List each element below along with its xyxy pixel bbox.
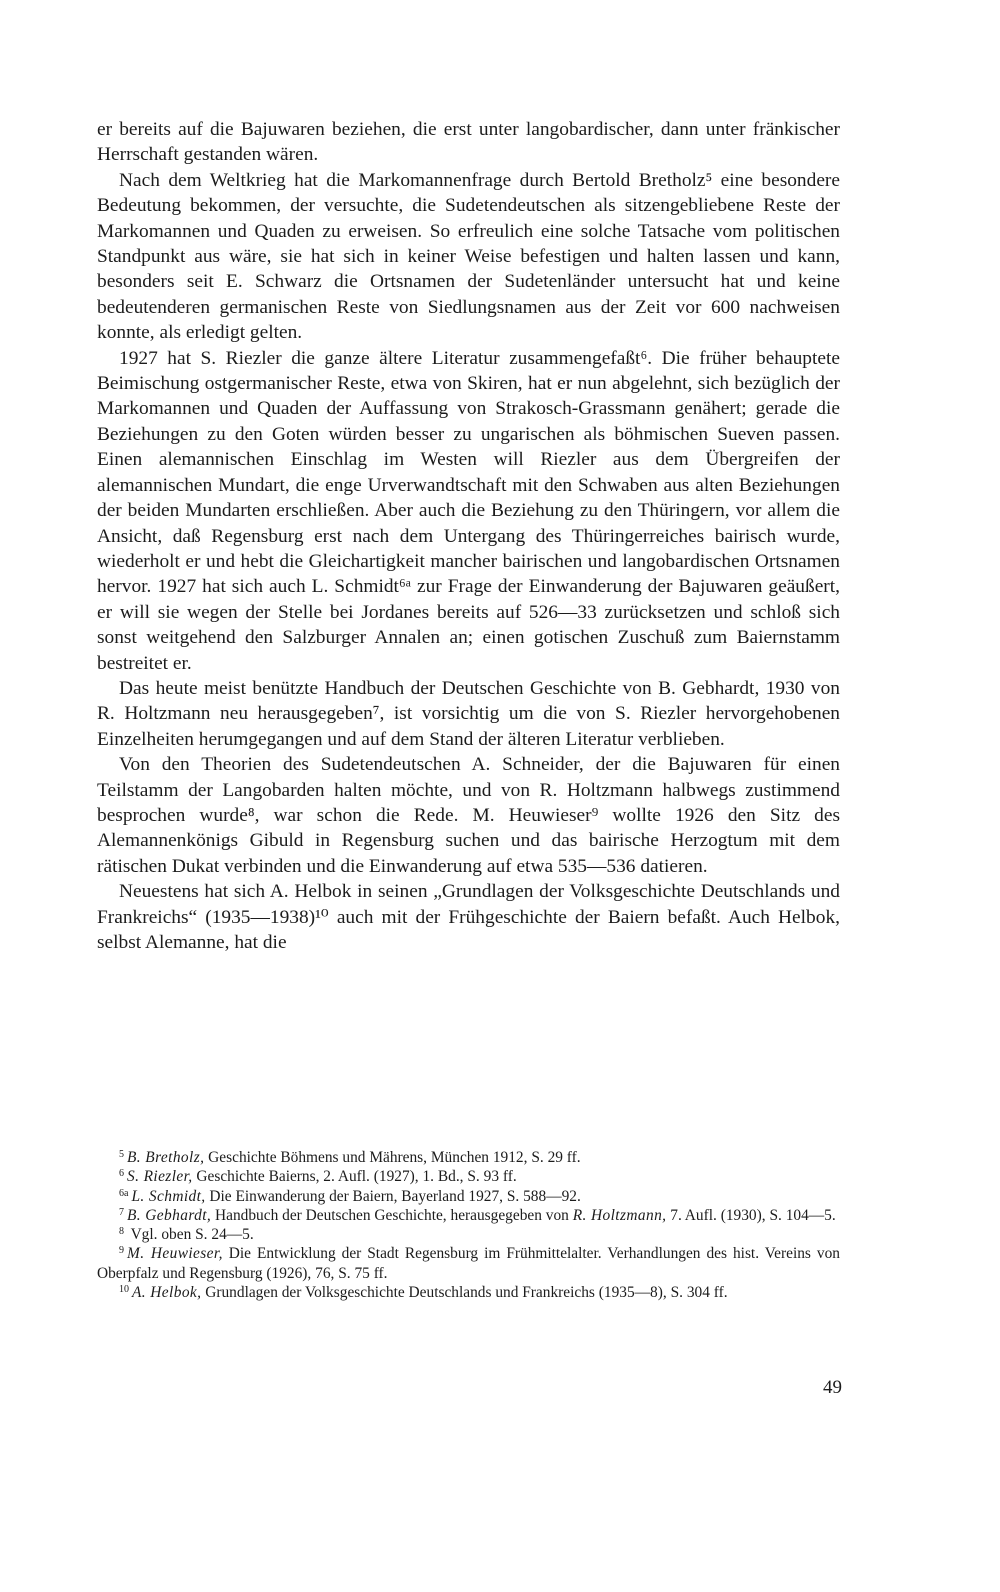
paragraph: er bereits auf die Bajuwaren beziehen, die erst unter langobardischer, dann unter fränkischer Herrschaft gestanden wären. xyxy=(97,119,840,166)
paragraph: 1927 hat S. Riezler die ganze ältere Literatur zusammengefaßt⁶. Die früher behauptete Beimischung ostgermanischer Reste, etwa von Skiren, hat er nun abgelehnt, sich bezüglich der Markomannen und Quaden der Auffassung von Strakosch-Grassmann genähert; gerade die Beziehungen zu den Goten würden besser zu ungarischen als böhmischen Sueven passen. Einen alemannischen Einschlag im Westen will Riezler aus dem Übergreifen der alemannischen Mundart, die enge Urverwandtschaft mit den Schwaben aus alten Beziehungen der beiden Mundarten erschließen. Aber auch die Beziehung zu den Thüringern, vor allem die Ansicht, daß Regensburg erst nach dem Untergang des Thüringerreiches bairisch wurde, wiederholt er und hebt die Gleichartigkeit mancher bairischen und langobardischen Ortsnamen hervor. 1927 hat sich auch L. Schmidt⁶ᵃ zur Frage der Einwanderung der Bajuwaren geäußert, er will sie wegen der Stelle bei Jordanes bereits auf 526—33 zurücksetzen und schloß sich sonst weitgehend den Salzburger Annalen an; einen gotischen Zuschuß zum Baiernstamm bestreitet er. xyxy=(97,347,840,674)
paragraph: Das heute meist benützte Handbuch der Deutschen Geschichte von B. Gebhardt, 1930 von R. Holtzmann neu herausgegeben⁷, ist vorsichtig um die von S. Riezler hervorgehobenen Einzelheiten herumgegangen und auf dem Stand der älteren Literatur verblieben. xyxy=(97,677,840,750)
footnote-author: B. Bretholz, xyxy=(127,1149,205,1166)
footnote xyxy=(97,1148,840,1167)
footnote-text: 7. Aufl. (1930), S. 104—5. xyxy=(666,1206,836,1224)
footnote-text: Die Entwicklung der Stadt Regensburg im Frühmittelalter. Verhandlungen des hist. Vereins von Oberpfalz und Regensburg (1926), 76, S. 75 ff. xyxy=(97,1245,840,1282)
footnote xyxy=(97,1206,840,1225)
page-number: 49 xyxy=(823,1377,842,1398)
footnote-text: Grundlagen der Volksgeschichte Deutschlands und Frankreichs (1935—8), S. 304 ff. xyxy=(201,1284,728,1302)
footnote-ref: 7 xyxy=(119,1206,124,1218)
footnote-text: Vgl. oben S. 24—5. xyxy=(127,1226,254,1244)
body-text xyxy=(97,117,840,955)
footnote xyxy=(97,1167,840,1186)
footnote-text: Die Einwanderung der Baiern, Bayerland 1927, S. 588—92. xyxy=(205,1187,581,1205)
footnote xyxy=(97,1244,840,1283)
footnote-author: S. Riezler, xyxy=(127,1168,193,1186)
footnote-text: Geschichte Baierns, 2. Aufl. (1927), 1. Bd., S. 93 ff. xyxy=(192,1168,517,1186)
footnote xyxy=(97,1225,840,1244)
footnote-text: Handbuch der Deutschen Geschichte, herausgegeben von xyxy=(211,1206,573,1224)
footnote-ref: 6a xyxy=(119,1187,129,1199)
footnote-author: R. Holtzmann, xyxy=(572,1206,667,1224)
footnote-author: L. Schmidt, xyxy=(131,1187,206,1205)
footnotes xyxy=(97,1148,840,1302)
footnote-ref: 8 xyxy=(119,1226,124,1238)
footnote-ref: 10 xyxy=(119,1284,129,1296)
footnote-ref: 9 xyxy=(119,1245,124,1257)
footnote xyxy=(97,1187,840,1206)
footnote-ref: 5 xyxy=(119,1149,124,1160)
footnote-ref: 6 xyxy=(119,1168,124,1180)
footnote-text: Geschichte Böhmens und Mährens, München 1912, S. 29 ff. xyxy=(204,1149,581,1166)
footnote xyxy=(97,1283,840,1302)
paragraph: Von den Theorien des Sudetendeutschen A. Schneider, der die Bajuwaren für einen Teilstamm der Langobarden halten möchte, und von R. Holtzmann halbwegs zustimmend besprochen wurde⁸, war schon die Rede. M. Heuwieser⁹ wollte 1926 den Sitz des Alemannenkönigs Gibuld in Regensburg suchen und das bairische Herzogtum mit dem rätischen Dukat verbinden und die Einwanderung auf etwa 535—536 datieren. xyxy=(97,754,840,877)
footnote-author: B. Gebhardt, xyxy=(127,1206,212,1224)
paragraph: Neuestens hat sich A. Helbok in seinen „Grundlagen der Volksgeschichte Deutschlands und Frankreichs“ (1935—1938)¹⁰ auch mit der Frühgeschichte der Baiern befaßt. Auch Helbok, selbst Alemanne, hat die xyxy=(97,881,840,953)
footnote-author: M. Heuwieser, xyxy=(127,1245,223,1263)
footnote-author: A. Helbok, xyxy=(132,1284,202,1302)
paragraph: Nach dem Weltkrieg hat die Markomannenfrage durch Bertold Bretholz⁵ eine besondere Bedeutung bekommen, der versuchte, die Sudetendeutschen als sitzengebliebene Reste der Markomannen und Quaden zu erweisen. So erfreulich eine solche Tatsache vom politischen Standpunkt aus wäre, sie hat sich in keiner Weise befestigen und halten lassen und kann, besonders seit E. Schwarz die Ortsnamen der Sudetenländer untersucht hat und keine bedeutenderen germanischen Reste von Siedlungsnamen aus der Zeit vor 600 nachweisen konnte, als erledigt gelten. xyxy=(97,169,840,344)
